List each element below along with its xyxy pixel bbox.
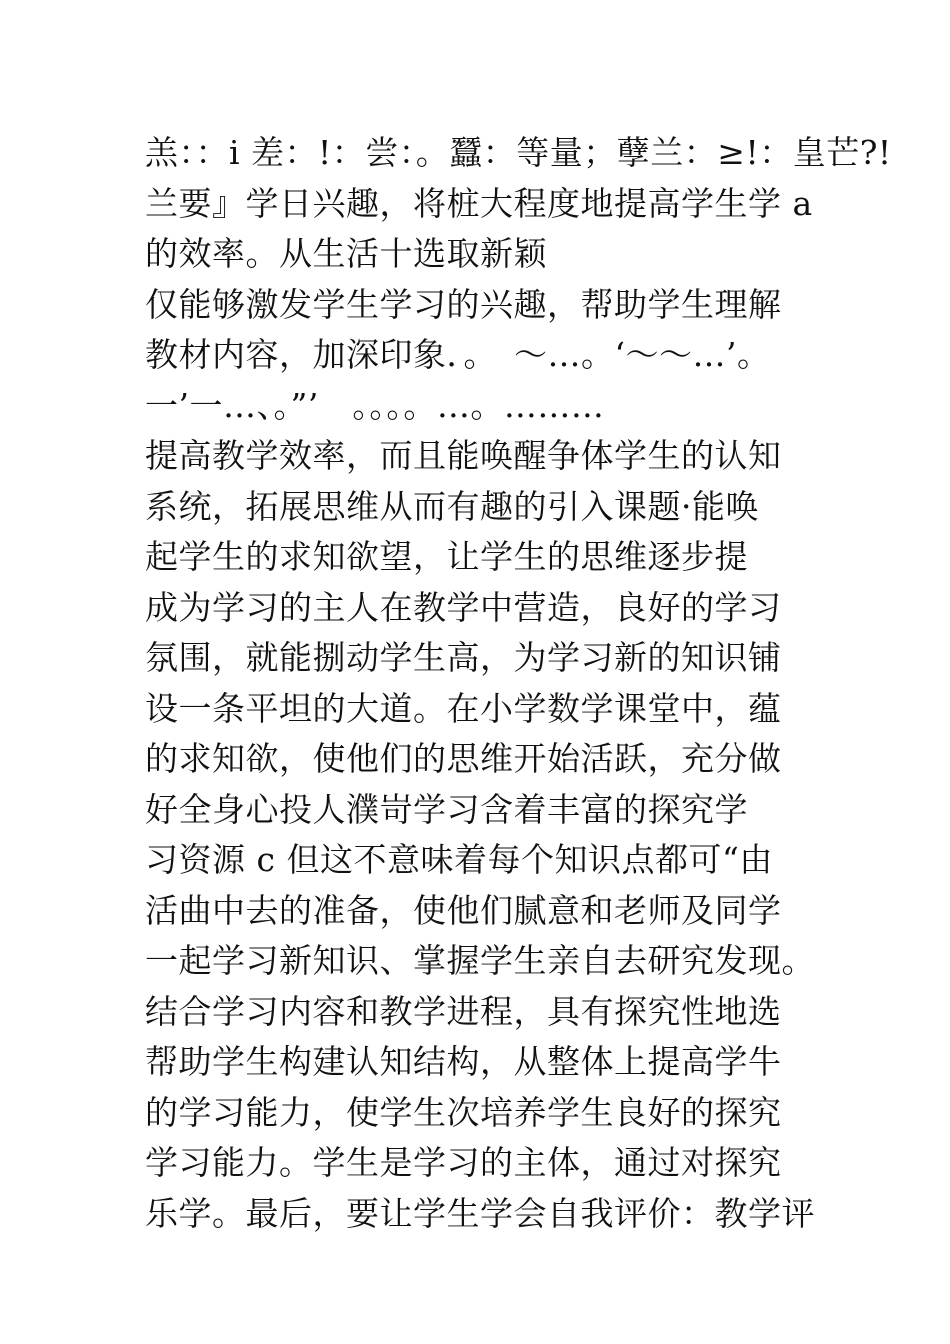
text-line: 习资源 c 但这不意味着每个知识点都可“由 xyxy=(145,840,773,879)
text-line: 兰要』学日兴趣，将桩大程度地提高学生学 a xyxy=(145,183,813,223)
text-line: 的效率。从生活十选取新颖 xyxy=(145,234,547,273)
text-line: 设一条平坦的大道。在小学数学课堂中，蕴 xyxy=(145,688,782,728)
text-line: 活曲中去的准备，使他们腻意和老师及同学 xyxy=(145,890,782,930)
text-line: 的求知欲，使他们的思维开始活跃，充分做 xyxy=(145,739,782,778)
text-line: 结合学习内容和教学进程，具有探究性地选 xyxy=(145,991,782,1031)
text-line: 的学习能力，使学生次培养学生良好的探究 xyxy=(145,1092,782,1132)
text-line: 系统，拓展思维从而有趣的引入课题·能唤 xyxy=(145,486,759,526)
text-line: 帮助学生构建认知结构，从整体上提高学牛 xyxy=(145,1042,782,1081)
text-line: 学习能力。学生是学习的主体，通过对探究 xyxy=(145,1143,782,1182)
text-line: 好全身心投人濮岢学习含着丰富的探究学 xyxy=(145,789,748,829)
text-line: 一’一…、。”’ 。。。。…。……… xyxy=(145,385,605,425)
text-line: 氛围，就能捌动学生高，为学习新的知识铺 xyxy=(145,638,782,677)
text-line: 仅能够激发学生学习的兴趣，帮助学生理解 xyxy=(145,284,782,324)
text-line: 羔：：i 差：!：尝：。蠶：等量；孽兰：≥!：皇芒?! xyxy=(145,133,892,172)
body-text xyxy=(145,128,892,1239)
text-line: 乐学。最后，要让学生学会自我评价：教学评 xyxy=(145,1193,815,1233)
text-line: 起学生的求知欲望，让学生的思维逐步提 xyxy=(145,537,748,576)
text-line: 一起学习新知识、掌握学生亲自去研究发现。 xyxy=(145,941,815,980)
text-line: 提高教学效率，而且能唤醒争体学生的认知 xyxy=(145,436,782,475)
text-line: 教材内容，加深印象．。 ～…。‘～～…’。 xyxy=(145,335,771,374)
text-line: 成为学习的主人在教学中营造，良好的学习 xyxy=(145,587,782,627)
